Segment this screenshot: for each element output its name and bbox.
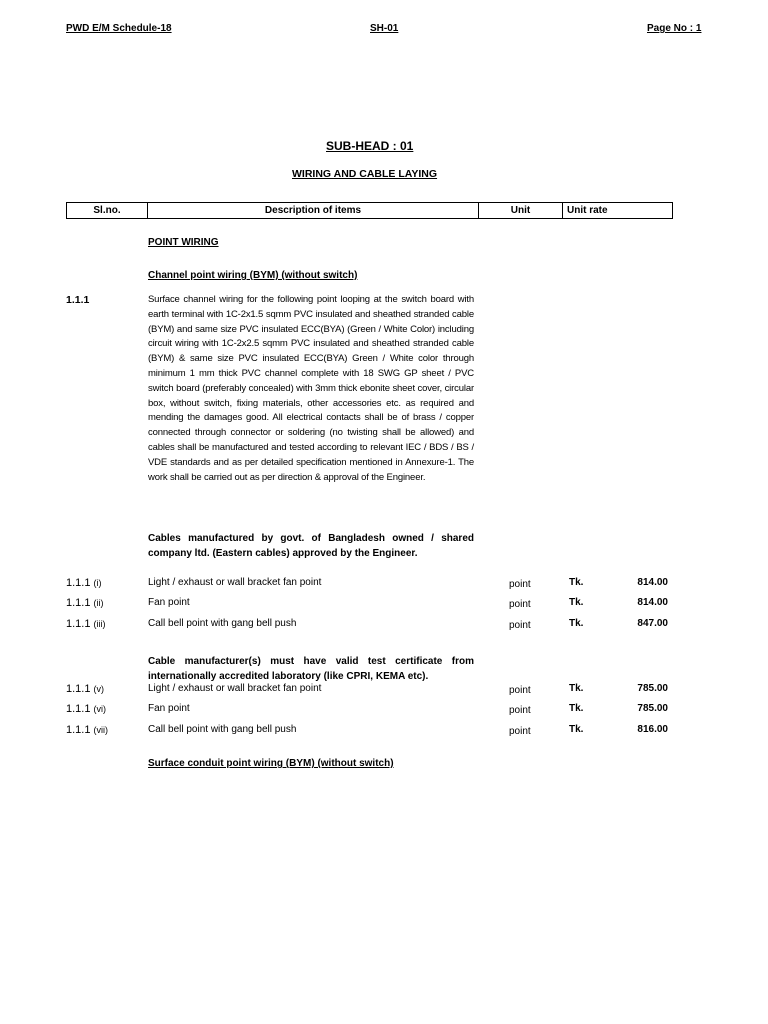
subsection-heading: Channel point wiring (BYM) (without switch) <box>148 270 358 281</box>
col-unit: Unit <box>479 203 563 219</box>
row-description: Fan point <box>148 597 190 608</box>
col-description: Description of items <box>148 203 479 219</box>
row-rate: 785.00 <box>637 703 668 714</box>
row-description: Light / exhaust or wall bracket fan point <box>148 577 322 588</box>
row-rate: 785.00 <box>637 683 668 694</box>
row-unit: point <box>509 620 531 631</box>
page-title: SUB-HEAD : 01 <box>326 139 414 153</box>
rate-row <box>66 597 676 613</box>
row-unit: point <box>509 579 531 590</box>
subsection-heading-conduit: Surface conduit point wiring (BYM) (without switch) <box>148 758 394 769</box>
row-currency: Tk. <box>569 724 584 735</box>
page-subtitle: WIRING AND CABLE LAYING <box>292 168 438 180</box>
row-currency: Tk. <box>569 703 584 714</box>
row-unit: point <box>509 705 531 716</box>
header-schedule-name: PWD E/M Schedule-18 <box>66 23 172 34</box>
certificate-note: Cable manufacturer(s) must have valid test certificate from internationally accredited laboratory (like CPRI, KEMA etc). <box>148 656 474 682</box>
item-number: 1.1.1 <box>66 294 90 306</box>
row-rate: 816.00 <box>637 724 668 735</box>
rate-row <box>66 724 676 740</box>
header-sheet-code: SH-01 <box>370 23 399 34</box>
col-slno: Sl.no. <box>67 203 148 219</box>
row-currency: Tk. <box>569 597 584 608</box>
col-unit-rate: Unit rate <box>563 203 673 219</box>
row-description: Call bell point with gang bell push <box>148 724 297 735</box>
row-unit: point <box>509 726 531 737</box>
row-rate: 847.00 <box>637 618 668 629</box>
row-number: 1.1.1 (v) <box>66 683 105 695</box>
column-header-table <box>66 202 673 219</box>
item-description: Surface channel wiring for the following point looping at the switch board with earth terminal with 1C-2x1.5 sqmm PVC insulated and sheathed stranded cable (BYM) and same size PVC insulated ECC(BYA) (Green / White Color) including circuit wiring with 1C-2x2.5 sqmm PVC insulated and sheathed stranded cable (BYM) & same size PVC insulated ECC(BYA) Green / White color through minimum 1 mm thick PVC channel complete with 18 SWG GP sheet / PVC switch board (preferably concealed) with 3mm thick ebonite sheet cover, circular box, without switch, fixing materials, other accessories etc. as required and mending the damages good. All electrical contacts shall be of brass / copper connected through connector or soldering (no twisting shall be allowed) and cables shall be manufactured and tested according to relevant IEC / BDS / BS / VDE standards and as per detailed specification mentioned in Annexure-1. The work shall be carried out as per direction & approval of the Engineer. <box>148 294 474 483</box>
supplier-note: Cables manufactured by govt. of Bangladesh owned / shared company ltd. (Eastern cables) approved by the Engineer. <box>148 533 474 559</box>
row-currency: Tk. <box>569 618 584 629</box>
row-rate: 814.00 <box>637 577 668 588</box>
rate-row <box>66 703 676 719</box>
row-rate: 814.00 <box>637 597 668 608</box>
row-number: 1.1.1 (ii) <box>66 597 104 609</box>
row-unit: point <box>509 685 531 696</box>
row-currency: Tk. <box>569 577 584 588</box>
row-unit: point <box>509 599 531 610</box>
rate-row <box>66 683 676 699</box>
header-page-number: Page No : 1 <box>647 23 702 34</box>
row-description: Light / exhaust or wall bracket fan point <box>148 683 322 694</box>
row-number: 1.1.1 (iii) <box>66 618 106 630</box>
section-heading: POINT WIRING <box>148 237 219 248</box>
row-number: 1.1.1 (vii) <box>66 724 109 736</box>
row-currency: Tk. <box>569 683 584 694</box>
row-number: 1.1.1 (i) <box>66 577 102 589</box>
row-description: Fan point <box>148 703 190 714</box>
row-number: 1.1.1 (vi) <box>66 703 107 715</box>
row-description: Call bell point with gang bell push <box>148 618 297 629</box>
rate-row <box>66 618 676 634</box>
rate-row <box>66 577 676 593</box>
